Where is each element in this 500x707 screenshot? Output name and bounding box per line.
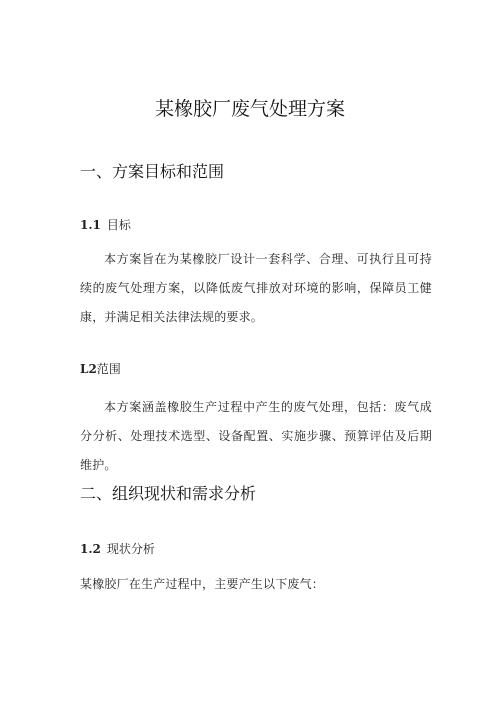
subsection-number: L2 [80, 362, 97, 376]
subsection-number: 1.1 [80, 218, 101, 232]
subsection-number: 1.2 [80, 542, 101, 556]
section-heading-goals-scope: 一、方案目标和范围 [80, 162, 225, 181]
paragraph-goal: 本方案旨在为某橡胶厂设计一套科学、合理、可执行且可持续的废气处理方案，以降低废气排放对环境的影响，保障员工健康，并满足相关法律法规的要求。 [80, 252, 432, 324]
subsection-heading-scope [80, 361, 121, 377]
subsection-label: 现状分析 [106, 542, 155, 556]
document-title: 某橡胶厂废气处理方案 [154, 98, 345, 120]
subsection-heading-goal [80, 217, 131, 233]
subsection-heading-status [80, 541, 155, 557]
subsection-label: 范围 [96, 362, 121, 376]
paragraph-scope: 本方案涵盖橡胶生产过程中产生的废气处理，包括：废气成分分析、处理技术选型、设备配置、实施步骤、预算评估及后期维护。 [80, 400, 432, 472]
subsection-label: 目标 [106, 218, 131, 232]
paragraph-status: 某橡胶厂在生产过程中，主要产生以下废气： [80, 577, 325, 591]
section-heading-status-needs: 二、组织现状和需求分析 [80, 484, 257, 503]
